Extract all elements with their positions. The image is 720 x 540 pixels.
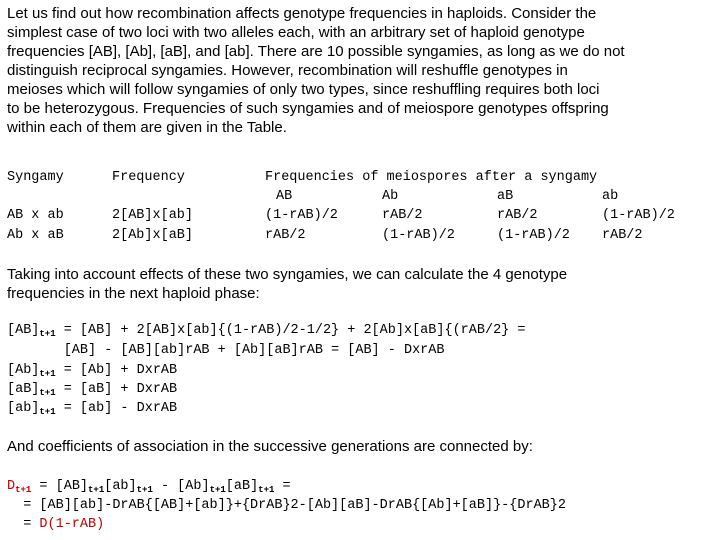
- equation-Ab: [7, 361, 177, 380]
- equation-subscript: t+1: [39, 407, 56, 417]
- row2-cell-aB: (1-rAB)/2: [497, 228, 570, 243]
- intro-line: Let us find out how recombination affects genotype frequencies in haploids. Consider the: [7, 5, 597, 22]
- equation-subscript: t+1: [39, 388, 56, 398]
- intro-line: meioses which will follow syngamies of only two types, since reshuffling requires both loci: [7, 81, 600, 98]
- D-subscript: t+1: [15, 485, 32, 495]
- association-line-3-prefix: =: [7, 517, 40, 532]
- subheader-ab: ab: [602, 189, 619, 204]
- subheader-aB: aB: [497, 189, 514, 204]
- middle-paragraph: [7, 265, 567, 303]
- intro-line: within each of them are given in the Table.: [7, 119, 287, 136]
- header-syngamy: Syngamy: [7, 170, 64, 185]
- equation-lhs: [aB]: [7, 382, 40, 397]
- header-meiospores: Frequencies of meiospores after a syngamy: [265, 170, 598, 185]
- association-term: = [AB]: [31, 479, 89, 494]
- equation-subscript: t+1: [39, 369, 56, 379]
- row1-cell-AB: (1-rAB)/2: [265, 208, 338, 223]
- row1-cell-Ab: rAB/2: [382, 208, 423, 223]
- header-frequency: Frequency: [112, 170, 185, 185]
- association-term: - [Ab]: [152, 479, 210, 494]
- subheader-Ab: Ab: [382, 189, 399, 204]
- equation-lhs: [AB]: [7, 323, 40, 338]
- row2-cell-Ab: (1-rAB)/2: [382, 228, 455, 243]
- middle-line: Taking into account effects of these two syngamies, we can calculate the 4 genotype: [7, 266, 568, 283]
- equation-rhs: = [ab] - DxrAB: [55, 401, 178, 416]
- association-line-2: = [AB][ab]-DrAB{[AB]+[ab]}+{DrAB}2-[Ab][aB]-DrAB{[Ab]+[aB]}-{DrAB}2: [7, 498, 566, 513]
- equation-lhs: [ab]: [7, 401, 40, 416]
- equation-rhs: = [Ab] + DxrAB: [55, 363, 178, 378]
- row2-cell-AB: rAB/2: [265, 228, 306, 243]
- association-line-3: [7, 515, 104, 534]
- equation-rhs: = [AB] + 2[AB]x[ab]{(1-rAB)/2-1/2} + 2[Ab]x[aB]{(rAB/2} =: [55, 323, 526, 338]
- equation-rhs: [AB] - [AB][ab]rAB + [Ab][aB]rAB = [AB] - DxrAB: [7, 343, 445, 358]
- row2-cell-ab: rAB/2: [602, 228, 643, 243]
- row1-cell-ab: (1-rAB)/2: [602, 208, 675, 223]
- association-result: D(1-rAB): [39, 517, 105, 532]
- association-term: [ab]: [104, 479, 137, 494]
- intro-line: to be heterozygous. Frequencies of such syngamies and of meiospore genotypes offspring: [7, 100, 609, 117]
- equation-AB: [7, 321, 526, 340]
- association-intro: And coefficients of association in the successive generations are connected by:: [7, 438, 533, 455]
- row1-syngamy: AB x ab: [7, 208, 64, 223]
- intro-paragraph: [7, 4, 715, 137]
- D-symbol: D: [7, 479, 16, 494]
- association-subscript: t+1: [136, 485, 153, 495]
- equation-lhs: [Ab]: [7, 363, 40, 378]
- row1-cell-aB: rAB/2: [497, 208, 538, 223]
- association-subscript: t+1: [258, 485, 275, 495]
- equation-subscript: t+1: [39, 329, 56, 339]
- association-line-1-rhs: [31, 479, 290, 494]
- intro-line: frequencies [AB], [Ab], [aB], and [ab]. There are 10 possible syngamies, as long as we do not: [7, 43, 625, 60]
- equation-AB-continued: [7, 341, 444, 360]
- association-term: =: [274, 479, 291, 494]
- subheader-AB: AB: [276, 189, 293, 204]
- row2-frequency: 2[Ab]x[aB]: [112, 228, 194, 243]
- equation-aB: [7, 380, 177, 399]
- intro-line: simplest case of two loci with two alleles each, with an arbitrary set of haploid genotype: [7, 24, 585, 41]
- association-line-1: [7, 477, 291, 496]
- association-subscript: t+1: [209, 485, 226, 495]
- row1-frequency: 2[AB]x[ab]: [112, 208, 194, 223]
- association-subscript: t+1: [88, 485, 105, 495]
- equation-ab: [7, 399, 177, 418]
- association-term: [aB]: [225, 479, 259, 494]
- middle-line: frequencies in the next haploid phase:: [7, 285, 260, 302]
- row2-syngamy: Ab x aB: [7, 228, 64, 243]
- intro-line: distinguish reciprocal syngamies. However, recombination will reshuffle genotypes in: [7, 62, 568, 79]
- equation-rhs: = [aB] + DxrAB: [55, 382, 178, 397]
